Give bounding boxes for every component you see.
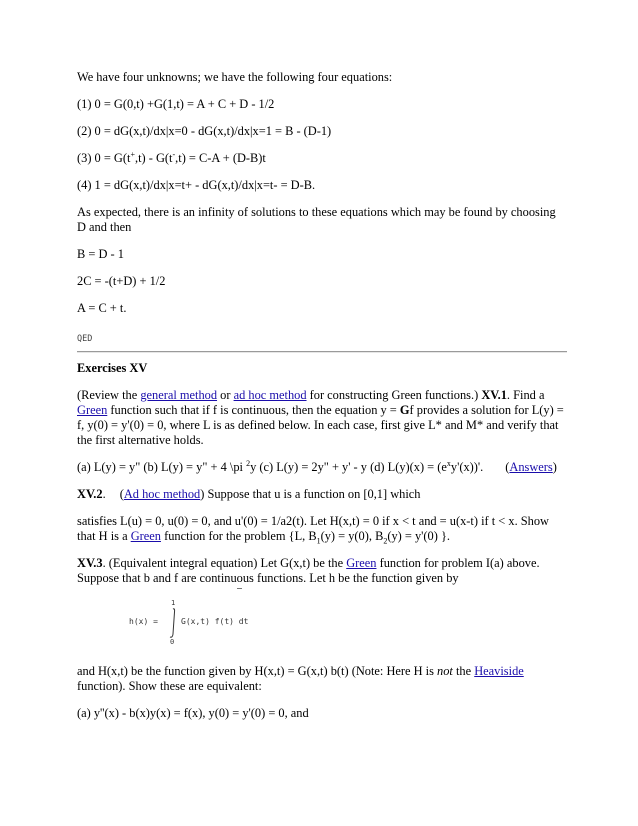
superscript-x: x [446, 458, 451, 468]
solution-b: B = D - 1 [77, 247, 124, 261]
exercise-3-label: XV.3 [77, 556, 103, 570]
green-link-2[interactable]: Green [130, 529, 161, 543]
hdef-text-a: and H(x,t) be the function given by H(x,t) = G(x,t) b(t) (Note: Here H is [77, 664, 438, 678]
intro-text: We have four unknowns; we have the following four equations: [77, 70, 393, 84]
exercise-2-rest: ) Suppose that u is a function on [0,1] which [200, 487, 421, 501]
ad-hoc-method-link[interactable]: ad hoc method [233, 388, 307, 402]
review-text-c: for constructing Green functions.) [306, 388, 482, 402]
superscript-2: 2 [246, 458, 251, 468]
formula-upper-limit: 1 [171, 599, 176, 607]
hdef-text-b: the [452, 664, 475, 678]
section-divider [77, 351, 567, 353]
tick-mark [237, 588, 242, 589]
hdef-not: not [437, 664, 453, 678]
superscript-minus: - [172, 149, 176, 159]
expected-paragraph: As expected, there is an infinity of solutions to these equations which may be found by choosing D and then [77, 205, 556, 234]
green-link-1[interactable]: Green [77, 403, 108, 417]
ad-hoc-method-link-2[interactable]: Ad hoc method [123, 487, 201, 501]
exercise-2-body [77, 514, 567, 544]
satisfies-text-a: satisfies L(u) = 0, u(0) = 0, and u'(0) = 1/a2(t). Let H(x,t) = 0 if x < t and = u(x-t) if t < x. Show that H is a [77, 514, 549, 543]
review-text-b: or [217, 388, 234, 402]
superscript-plus: + [130, 149, 135, 159]
equation-3-part-a: (3) 0 = G(t [77, 151, 131, 165]
exercise-3-text-b: function for problem I(a) above. Suppose that b and f are continuous functions. Let h be the function given by [77, 556, 540, 585]
exercise-2-heading-line [77, 487, 567, 502]
exercises-heading: Exercises XV [77, 361, 148, 375]
equation-2: (2) 0 = dG(x,t)/dx|x=0 - dG(x,t)/dx|x=1 = B - (D-1) [77, 124, 332, 138]
answers-link[interactable]: Answers [509, 460, 553, 474]
solution-c: 2C = -(t+D) + 1/2 [77, 274, 166, 288]
solution-a: A = C + t. [77, 301, 127, 315]
exercise-2-paren-open: ( [119, 487, 124, 501]
hdef-text-c: function). Show these are equivalent: [77, 679, 262, 693]
exercise-3-text-a: . (Equivalent integral equation) Let G(x,t) be the [102, 556, 347, 570]
integral-formula-image [77, 599, 567, 648]
formula-integrand: G(x,t) f(t) dt [181, 617, 249, 626]
bold-g-operator: G [399, 403, 410, 417]
exercise-1-label: XV.1 [481, 388, 507, 402]
formula-lhs: h(x) = [129, 617, 158, 626]
h-definition-paragraph [77, 664, 567, 694]
equation-3-part-b: ,t) - G(t [134, 151, 173, 165]
document-page [77, 70, 567, 733]
satisfies-text-d: (y) = y'(0) }. [387, 529, 450, 543]
answers-group [505, 460, 557, 474]
answers-paren-close: ) [552, 460, 557, 474]
qed-marker: QED [77, 334, 93, 344]
equation-1: (1) 0 = G(0,t) +G(1,t) = A + C + D - 1/2 [77, 97, 275, 111]
exercise-1-paragraph [77, 388, 567, 448]
parts-text-c: y'(x))'. [450, 460, 484, 474]
satisfies-text-b: function for the problem {L, B [160, 529, 317, 543]
equation-3 [77, 151, 567, 166]
exercise-3-paragraph [77, 556, 567, 586]
review-text-e: function such that if f is continuous, then the equation y = [107, 403, 400, 417]
answers-paren-open: ( [505, 460, 510, 474]
subscript-1: 1 [316, 536, 321, 546]
parts-text-b: y (c) L(y) = 2y" + y' - y (d) L(y)(x) = (e [250, 460, 447, 474]
formula-lower-limit: 0 [170, 638, 175, 644]
equation-4: (4) 1 = dG(x,t)/dx|x=t+ - dG(x,t)/dx|x=t- = D-B. [77, 178, 316, 192]
last-line: (a) y''(x) - b(x)y(x) = f(x), y(0) = y'(0) = 0, and [77, 706, 309, 720]
satisfies-text-c: (y) = y(0), B [320, 529, 384, 543]
general-method-link[interactable]: general method [140, 388, 218, 402]
review-text-f: f provides a solution for L(y) = f, y(0) = y'(0) = 0, where L is as defined below. In each case, first give L* and M* and verify that the first alternative holds. [77, 403, 564, 447]
integral-sign-icon [170, 609, 175, 637]
green-link-3[interactable]: Green [346, 556, 377, 570]
exercise-1-parts [77, 460, 567, 475]
integral-formula-svg [129, 594, 269, 644]
subscript-2: 2 [383, 536, 388, 546]
exercise-2-dot: . [102, 487, 106, 501]
heaviside-link[interactable]: Heaviside [474, 664, 524, 678]
parts-text-a: (a) L(y) = y" (b) L(y) = y" + 4 \pi [77, 460, 247, 474]
equation-3-part-c: ,t) = C-A + (D-B)t [175, 151, 266, 165]
review-text-a: (Review the [77, 388, 141, 402]
exercise-2-label: XV.2 [77, 487, 103, 501]
review-text-d: . Find a [506, 388, 545, 402]
